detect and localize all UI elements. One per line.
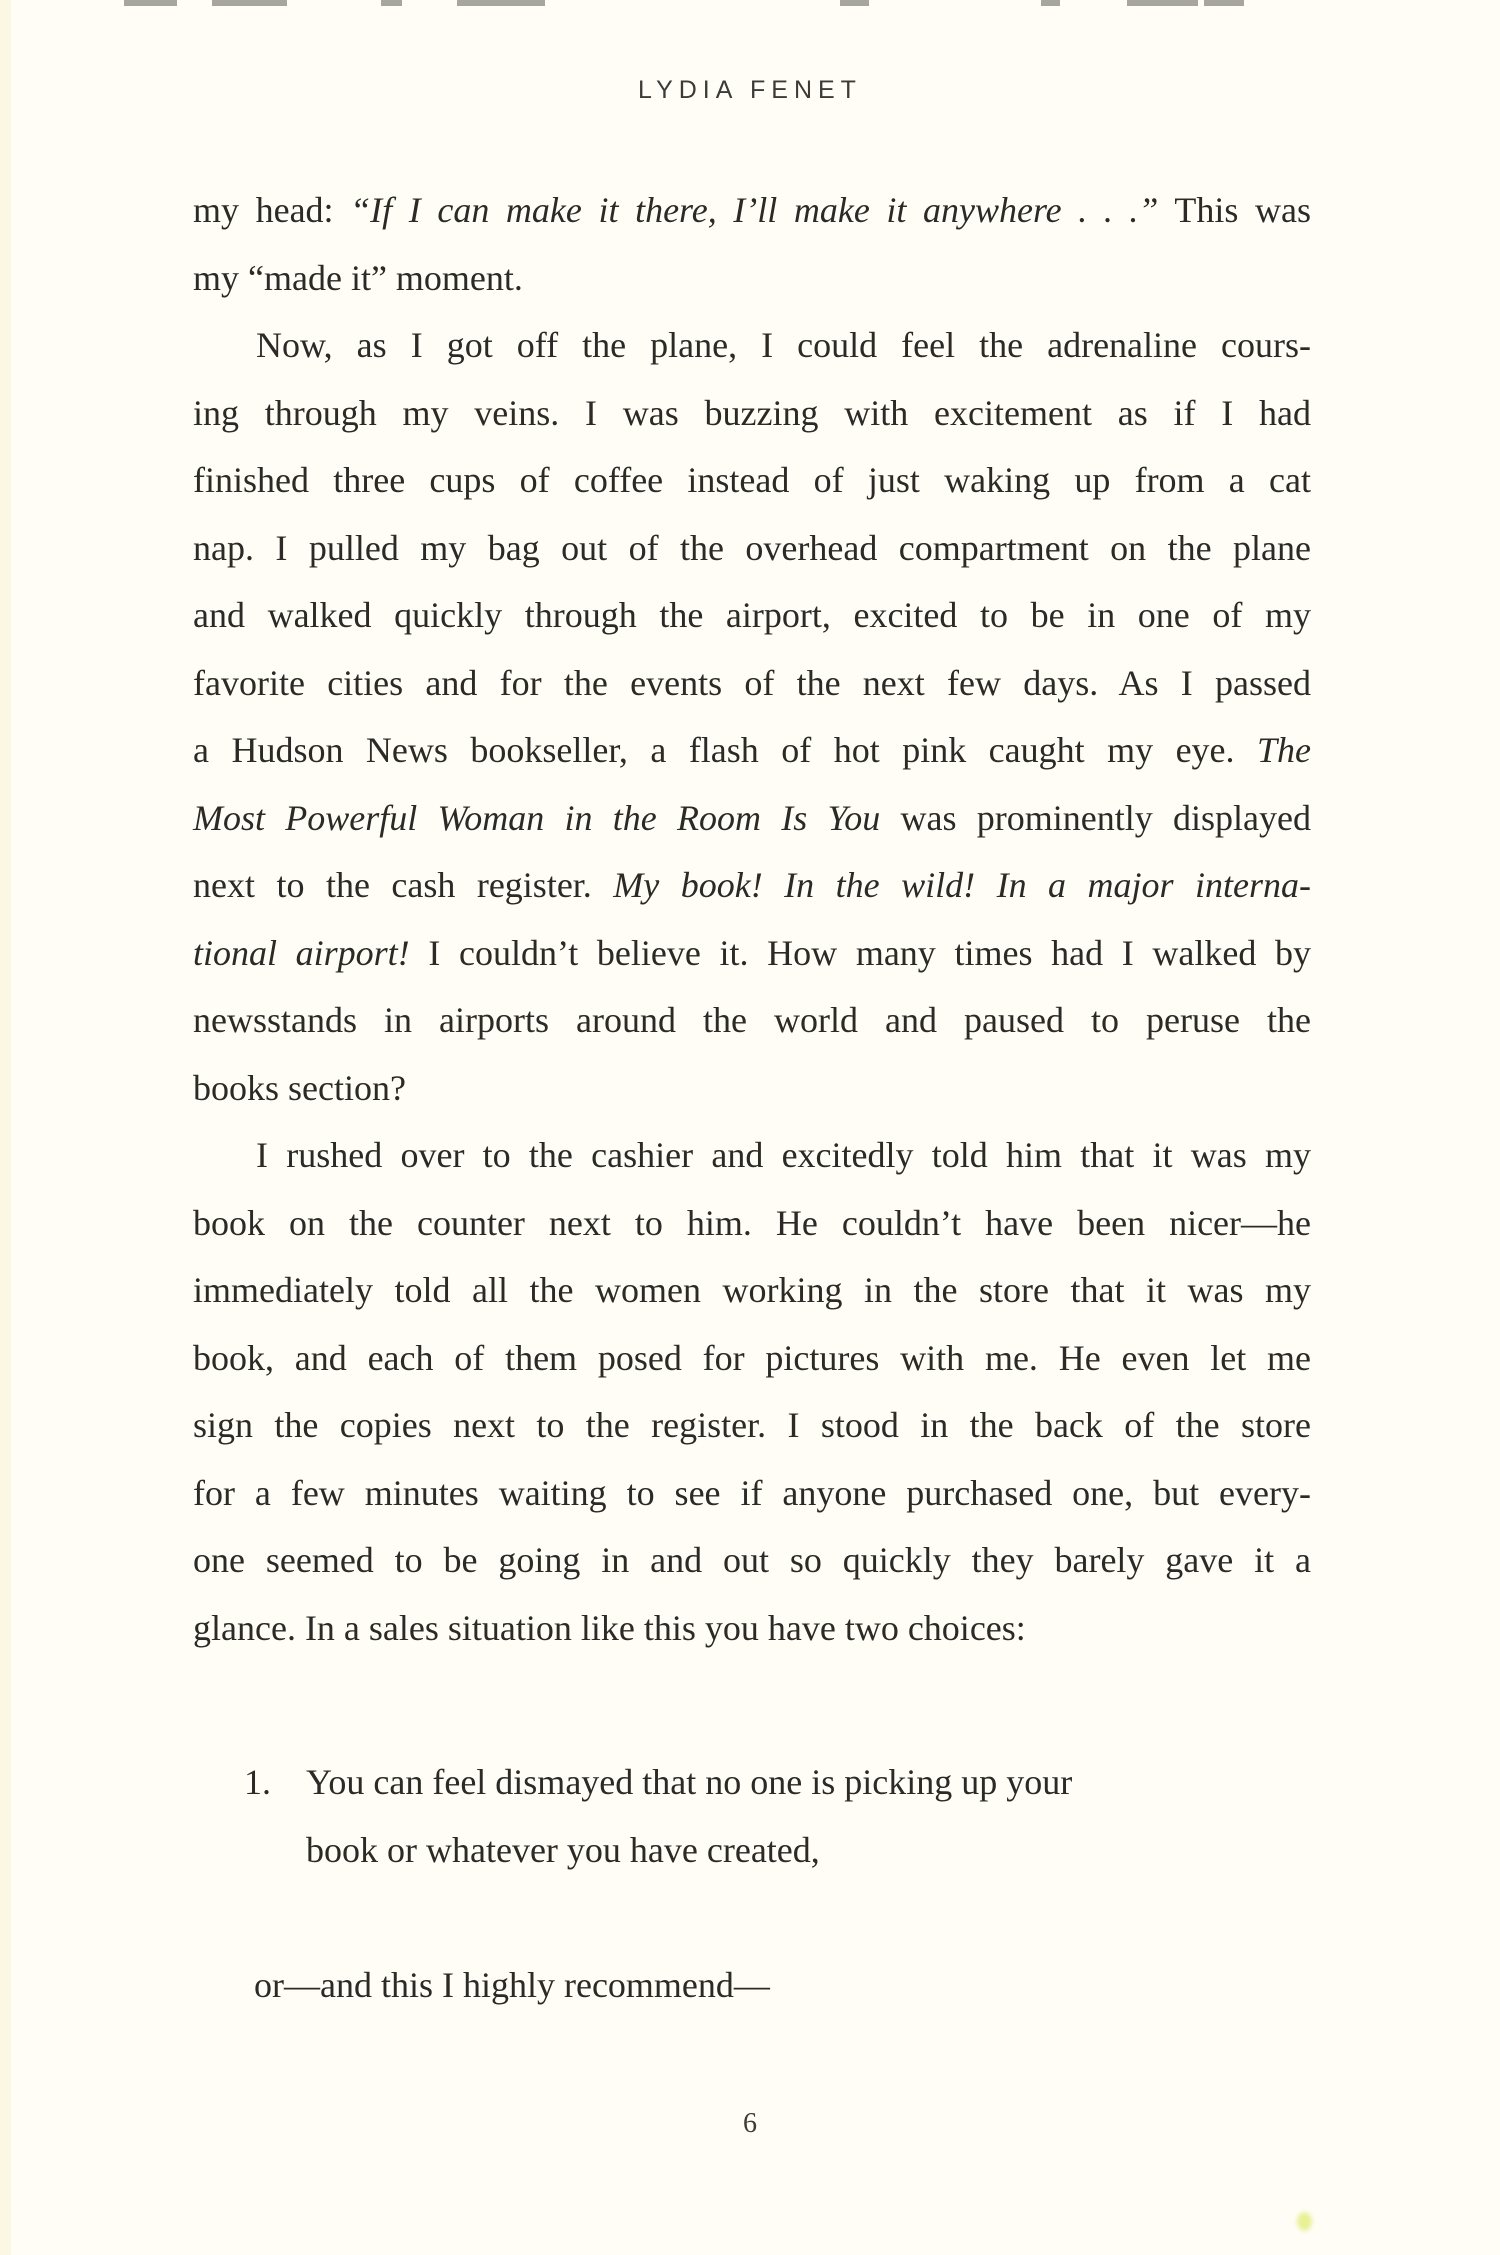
text-line: nap. I pulled my bag out of the overhead compartment on the plane (193, 527, 1311, 568)
list-number: 1. (244, 1762, 271, 1802)
text-line: my “made it” moment. (193, 257, 523, 298)
text-line: book on the counter next to him. He couldn’t have been nicer—he (193, 1202, 1311, 1243)
text-line: I rushed over to the cashier and excitedly told him that it was my (256, 1135, 1311, 1175)
text-line: newsstands in airports around the world and paused to peruse the (193, 1000, 1311, 1040)
text-line: immediately told all the women working in the store that it was my (193, 1270, 1311, 1310)
scan-artifact-segment (840, 0, 869, 6)
text-line: book, and each of them posed for pictures with me. He even let me (193, 1337, 1311, 1378)
text-line: finished three cups of coffee instead of just waking up from a cat (193, 460, 1311, 500)
text-line: next to the cash register. My book! In the wild! In a major interna- (193, 865, 1312, 905)
scan-artifact-segment (457, 0, 545, 6)
text-line: Most Powerful Woman in the Room Is You was prominently displayed (193, 797, 1311, 838)
text-line: glance. In a sales situation like this you have two choices: (193, 1607, 1026, 1648)
page-number: 6 (743, 2108, 757, 2139)
text-line: for a few minutes waiting to see if anyone purchased one, but every- (193, 1472, 1311, 1513)
text-line: my head: “If I can make it there, I’ll make it anywhere . . .” This was (193, 190, 1311, 230)
scan-artifact-segment (1127, 0, 1198, 6)
text-line: Now, as I got off the plane, I could feel the adrenaline cours- (256, 325, 1311, 365)
text-line: or—and this I highly recommend— (254, 1965, 770, 2005)
scan-artifact-segment (212, 0, 287, 6)
text-line: one seemed to be going in and out so quickly they barely gave it a (193, 1540, 1311, 1580)
scan-artifact-segment (124, 0, 177, 6)
scan-artifact-segment (381, 0, 402, 6)
scan-artifact-segment (1204, 0, 1244, 6)
text-line: books section? (193, 1067, 406, 1108)
running-header: LYDIA FENET (638, 76, 862, 104)
text-line: sign the copies next to the register. I stood in the back of the store (193, 1405, 1311, 1445)
scan-mark-bottom (1297, 2212, 1312, 2231)
text-line: tional airport! I couldn’t believe it. How many times had I walked by (193, 932, 1311, 973)
text-line: book or whatever you have created, (306, 1829, 820, 1870)
text-line: a Hudson News bookseller, a flash of hot pink caught my eye. The (193, 730, 1311, 770)
body-text (193, 177, 1311, 2020)
scan-artifact-segment (1041, 0, 1060, 6)
text-line: favorite cities and for the events of the next few days. As I passed (193, 662, 1311, 703)
list-line: 1. You can feel dismayed that no one is picking up your (193, 1749, 1311, 1817)
text-line: and walked quickly through the airport, excited to be in one of my (193, 595, 1311, 635)
page-edge-tint (0, 0, 11, 2255)
text-line: ing through my veins. I was buzzing with excitement as if I had (193, 392, 1311, 433)
